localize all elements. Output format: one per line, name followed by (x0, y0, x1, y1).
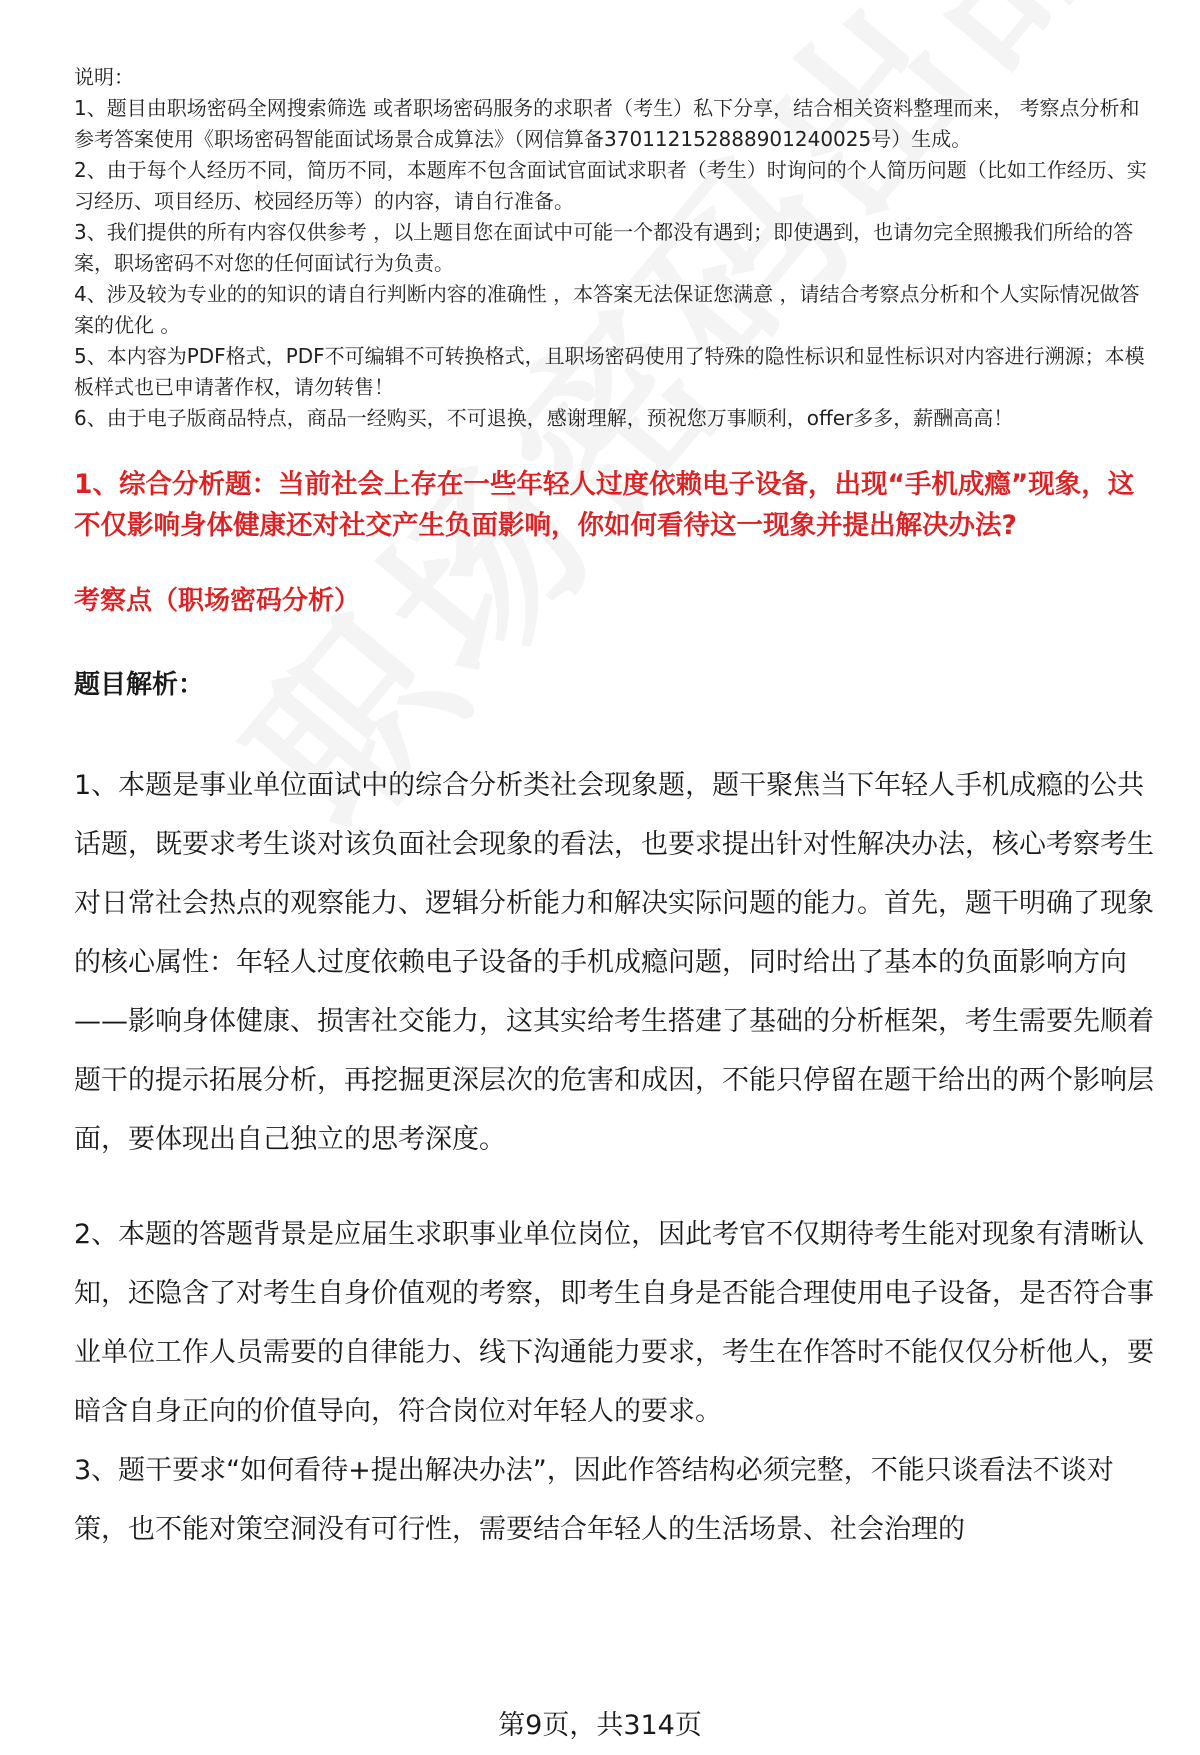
notes-item: 3、我们提供的所有内容仅供参考 ，以上题目您在面试中可能一个都没有遇到；即使遇到，也请勿完全照搬我们所给的答案，职场密码不对您的任何面试行为负责。 (74, 220, 1134, 275)
notes-item: 4、涉及较为专业的的知识的请自行判断内容的准确性 ，本答案无法保证您满意 ，请结合考察点分析和个人实际情况做答案的优化 。 (74, 282, 1140, 337)
notes-heading: 说明： (74, 65, 134, 89)
notes-item: 1、题目由职场密码全网搜索筛选 或者职场密码服务的求职者（考生）私下分享，结合相关资料整理而来， 考察点分析和参考答案使用《职场密码智能面试场景合成算法》（网信算备370112152888901240025号）生成。 (74, 96, 1140, 151)
notes-item: 2、由于每个人经历不同，简历不同，本题库不包含面试官面试求职者（考生）时询问的个人简历问题（比如工作经历、实习经历、项目经历、校园经历等）的内容，请自行准备。 (74, 158, 1147, 213)
exam-point-heading: 考察点（职场密码分析） (74, 586, 361, 616)
notes-section (74, 62, 1159, 434)
analysis-paragraph: 1、本题是事业单位面试中的综合分析类社会现象题，题干聚焦当下年轻人手机成瘾的公共话题，既要求考生谈对该负面社会现象的看法，也要求提出针对性解决办法，核心考察考生对日常社会热点的观察能力、逻辑分析能力和解决实际问题的能力。首先，题干明确了现象的核心属性：年轻人过度依赖电子设备的手机成瘾问题，同时给出了基本的负面影响方向——影响身体健康、损害社交能力，这其实给考生搭建了基础的分析框架，考生需要先顺着题干的提示拓展分析，再挖掘更深层次的危害和成因，不能只停留在题干给出的两个影响层面，要体现出自己独立的思考深度。 (74, 770, 1154, 1155)
question-title: 1、综合分析题：当前社会上存在一些年轻人过度依赖电子设备，出现“手机成瘾”现象，这不仅影响身体健康还对社交产生负面影响，你如何看待这一现象并提出解决办法? (74, 469, 1135, 541)
page-number: 第9页，共314页 (498, 1710, 702, 1741)
document-page (74, 0, 1159, 1559)
notes-item: 5、本内容为PDF格式，PDF不可编辑不可转换格式，且职场密码使用了特殊的隐性标识和显性标识对内容进行溯源；本模板样式也已申请著作权，请勿转售！ (74, 344, 1145, 399)
analysis-paragraph: 3、题干要求“如何看待+提出解决办法”，因此作答结构必须完整，不能只谈看法不谈对策，也不能对策空洞没有可行性，需要结合年轻人的生活场景、社会治理的 (74, 1455, 1114, 1545)
notes-item: 6、由于电子版商品特点，商品一经购买，不可退换，感谢理解，预祝您万事顺利，offer多多，薪酬高高！ (74, 406, 1014, 430)
analysis-paragraph: 2、本题的答题背景是应届生求职事业单位岗位，因此考官不仅期待考生能对现象有清晰认知，还隐含了对考生自身价值观的考察，即考生自身是否能合理使用电子设备，是否符合事业单位工作人员需要的自律能力、线下沟通能力要求，考生在作答时不能仅仅分析他人，要暗含自身正向的价值导向，符合岗位对年轻人的要求。 (74, 1219, 1154, 1427)
analysis-heading: 题目解析： (74, 670, 205, 700)
